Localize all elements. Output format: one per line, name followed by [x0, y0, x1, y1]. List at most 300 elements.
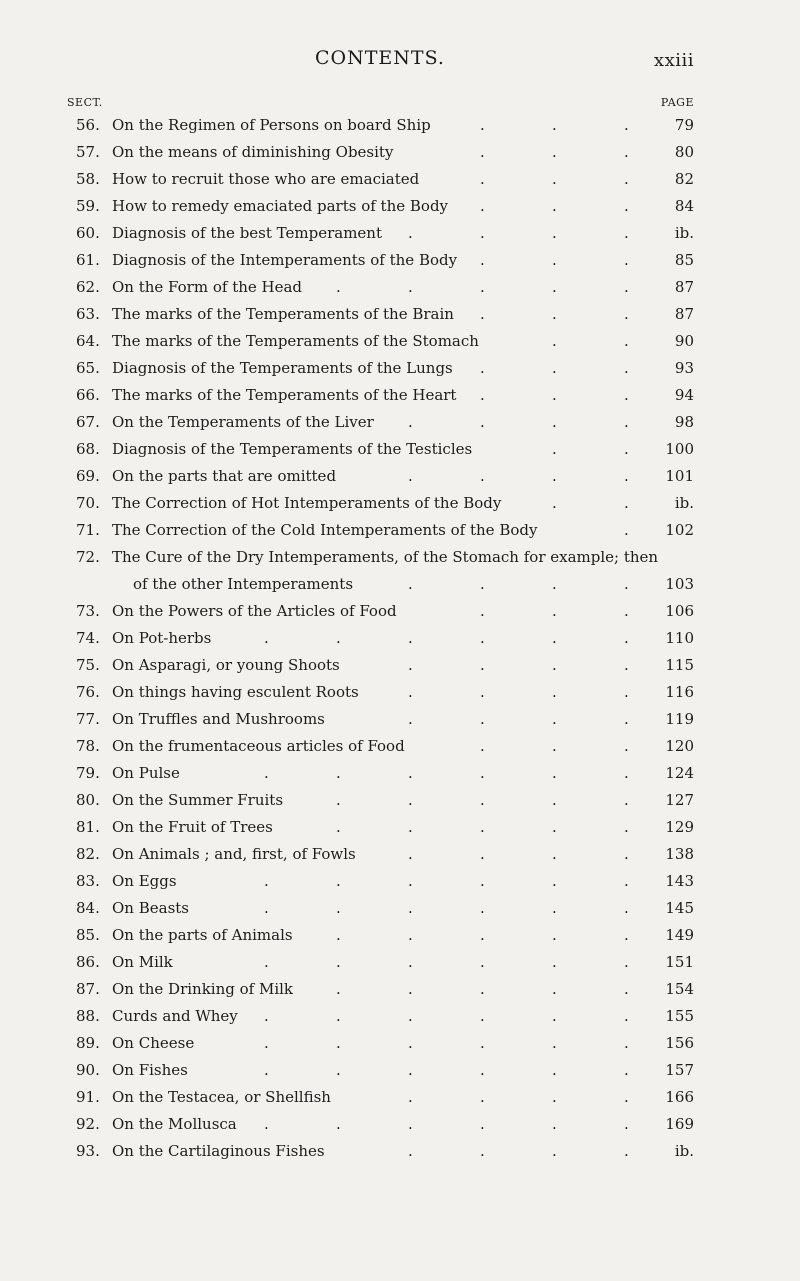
section-title: On the Mollusca — [112, 1115, 237, 1133]
leader-dot: . — [552, 1061, 557, 1079]
section-title: Curds and Whey — [112, 1007, 238, 1025]
section-title: of the other Intemperaments — [133, 575, 354, 593]
leader-dot: . — [480, 737, 485, 755]
leader-dot: . — [624, 683, 629, 701]
leader-dot: . — [480, 116, 485, 134]
leader-dot: . — [552, 332, 557, 350]
section-title: On Beasts — [112, 899, 189, 917]
leader-dot: . — [480, 413, 485, 431]
leader-dot: . — [480, 656, 485, 674]
leader-dot: . — [552, 1115, 557, 1133]
section-title: On the Regimen of Persons on board Ship — [112, 116, 431, 134]
leader-dot: . — [480, 845, 485, 863]
contents-entry — [0, 949, 800, 976]
leader-dot: . — [624, 494, 629, 512]
contents-entry — [0, 382, 800, 409]
leader-dot: . — [624, 170, 629, 188]
section-number: 86. — [76, 953, 100, 971]
leader-dot: . — [336, 818, 341, 836]
leader-dot: . — [552, 1142, 557, 1160]
section-number: 60. — [76, 224, 100, 242]
section-title: The marks of the Temperaments of the Stomach — [112, 332, 479, 350]
leader-dot: . — [408, 872, 413, 890]
contents-entry — [0, 706, 800, 733]
leader-dot: . — [624, 440, 629, 458]
section-page: 156 — [665, 1034, 694, 1052]
leader-dot: . — [408, 926, 413, 944]
leader-dot: . — [552, 899, 557, 917]
leader-dot: . — [480, 1034, 485, 1052]
leader-dot: . — [336, 980, 341, 998]
leader-dot: . — [336, 1007, 341, 1025]
contents-entry — [0, 301, 800, 328]
section-page: 101 — [665, 467, 694, 485]
leader-dot: . — [480, 899, 485, 917]
leader-dot: . — [408, 413, 413, 431]
section-number: 61. — [76, 251, 100, 269]
contents-entry — [0, 166, 800, 193]
leader-dot: . — [336, 1034, 341, 1052]
section-number: 65. — [76, 359, 100, 377]
contents-entry — [0, 544, 800, 571]
section-number: 59. — [76, 197, 100, 215]
section-title: On the Summer Fruits — [112, 791, 284, 809]
section-title: How to recruit those who are emaciated — [112, 170, 420, 188]
section-page: 115 — [665, 656, 694, 674]
leader-dot: . — [264, 1115, 269, 1133]
leader-dot: . — [408, 629, 413, 647]
leader-dot: . — [480, 359, 485, 377]
section-page: 103 — [665, 575, 694, 593]
leader-dot: . — [336, 791, 341, 809]
leader-dot: . — [480, 386, 485, 404]
section-number: 81. — [76, 818, 100, 836]
leader-dot: . — [264, 1061, 269, 1079]
contents-entry — [0, 436, 800, 463]
contents-entry — [0, 868, 800, 895]
leader-dot: . — [552, 629, 557, 647]
section-page: 80 — [674, 143, 694, 161]
leader-dot: . — [552, 1007, 557, 1025]
leader-dot: . — [264, 764, 269, 782]
contents-entry — [0, 1084, 800, 1111]
contents-entry — [0, 1003, 800, 1030]
section-page: 87 — [674, 278, 694, 296]
section-page: 151 — [665, 953, 694, 971]
section-page: 157 — [665, 1061, 694, 1079]
leader-dot: . — [552, 1034, 557, 1052]
contents-entry — [0, 598, 800, 625]
leader-dot: . — [264, 1034, 269, 1052]
section-title: The marks of the Temperaments of the Brain — [112, 305, 454, 323]
leader-dot: . — [624, 305, 629, 323]
leader-dot: . — [480, 467, 485, 485]
section-number: 71. — [76, 521, 100, 539]
section-page: 116 — [665, 683, 694, 701]
leader-dot: . — [624, 764, 629, 782]
contents-entry — [0, 976, 800, 1003]
leader-dot: . — [408, 1034, 413, 1052]
section-title: Diagnosis of the Temperaments of the Testicles — [112, 440, 473, 458]
section-page: 90 — [674, 332, 694, 350]
section-title: On Truffles and Mushrooms — [112, 710, 325, 728]
section-number: 63. — [76, 305, 100, 323]
section-title: On Milk — [112, 953, 173, 971]
contents-entry — [0, 787, 800, 814]
leader-dot: . — [408, 710, 413, 728]
section-title: On the Testacea, or Shellfish — [112, 1088, 331, 1106]
page-title: CONTENTS. — [315, 47, 445, 69]
leader-dot: . — [624, 737, 629, 755]
leader-dot: . — [552, 413, 557, 431]
section-number: 90. — [76, 1061, 100, 1079]
leader-dot: . — [336, 629, 341, 647]
leader-dot: . — [624, 521, 629, 539]
section-title: On Pulse — [112, 764, 180, 782]
leader-dot: . — [480, 1142, 485, 1160]
section-page: 98 — [674, 413, 694, 431]
leader-dot: . — [624, 197, 629, 215]
leader-dot: . — [624, 791, 629, 809]
contents-entry — [0, 193, 800, 220]
section-number: 82. — [76, 845, 100, 863]
leader-dot: . — [624, 953, 629, 971]
contents-entry — [0, 679, 800, 706]
section-title: On the Cartilaginous Fishes — [112, 1142, 325, 1160]
section-page: 84 — [674, 197, 694, 215]
section-title: The Cure of the Dry Intemperaments, of the Stomach for example; then — [112, 548, 659, 566]
section-page: 169 — [665, 1115, 694, 1133]
section-number: 72. — [76, 548, 100, 566]
page-number: xxiii — [653, 50, 694, 71]
leader-dot: . — [624, 845, 629, 863]
leader-dot: . — [480, 791, 485, 809]
section-title: On the parts of Animals — [112, 926, 293, 944]
section-number: 67. — [76, 413, 100, 431]
section-page: 87 — [674, 305, 694, 323]
section-title: How to remedy emaciated parts of the Body — [112, 197, 449, 215]
section-page: 119 — [665, 710, 694, 728]
section-title: On the means of diminishing Obesity — [112, 143, 394, 161]
leader-dot: . — [408, 683, 413, 701]
leader-dot: . — [552, 224, 557, 242]
section-title: On the Fruit of Trees — [112, 818, 273, 836]
leader-dot: . — [480, 1007, 485, 1025]
leader-dot: . — [552, 386, 557, 404]
contents-entry — [0, 571, 800, 598]
column-label-page: PAGE — [660, 96, 694, 109]
section-title: On Cheese — [112, 1034, 195, 1052]
leader-dot: . — [408, 224, 413, 242]
section-title: On the Powers of the Articles of Food — [112, 602, 397, 620]
leader-dot: . — [480, 764, 485, 782]
contents-entry — [0, 922, 800, 949]
leader-dot: . — [408, 980, 413, 998]
contents-list — [0, 112, 800, 1165]
section-number: 75. — [76, 656, 100, 674]
leader-dot: . — [552, 251, 557, 269]
section-number: 76. — [76, 683, 100, 701]
leader-dot: . — [552, 953, 557, 971]
contents-entry — [0, 625, 800, 652]
leader-dot: . — [624, 386, 629, 404]
section-number: 68. — [76, 440, 100, 458]
contents-entry — [0, 274, 800, 301]
section-number: 77. — [76, 710, 100, 728]
leader-dot: . — [408, 467, 413, 485]
leader-dot: . — [624, 359, 629, 377]
section-number: 85. — [76, 926, 100, 944]
leader-dot: . — [624, 1034, 629, 1052]
leader-dot: . — [624, 656, 629, 674]
section-page: 166 — [665, 1088, 694, 1106]
section-title: On Eggs — [112, 872, 177, 890]
section-number: 93. — [76, 1142, 100, 1160]
section-page: ib. — [674, 494, 694, 512]
contents-entry — [0, 355, 800, 382]
section-page: 154 — [665, 980, 694, 998]
leader-dot: . — [480, 1061, 485, 1079]
leader-dot: . — [408, 278, 413, 296]
leader-dot: . — [552, 926, 557, 944]
leader-dot: . — [552, 197, 557, 215]
leader-dot: . — [624, 332, 629, 350]
leader-dot: . — [264, 1007, 269, 1025]
leader-dot: . — [408, 1088, 413, 1106]
section-number: 80. — [76, 791, 100, 809]
leader-dot: . — [552, 305, 557, 323]
leader-dot: . — [624, 1115, 629, 1133]
section-page: ib. — [674, 1142, 694, 1160]
section-number: 74. — [76, 629, 100, 647]
leader-dot: . — [552, 359, 557, 377]
leader-dot: . — [624, 818, 629, 836]
section-title: On Asparagi, or young Shoots — [112, 656, 340, 674]
leader-dot: . — [552, 170, 557, 188]
leader-dot: . — [336, 1061, 341, 1079]
section-number: 84. — [76, 899, 100, 917]
section-title: On the parts that are omitted — [112, 467, 337, 485]
leader-dot: . — [480, 251, 485, 269]
leader-dot: . — [624, 116, 629, 134]
section-page: 94 — [674, 386, 694, 404]
contents-entry — [0, 760, 800, 787]
section-number: 83. — [76, 872, 100, 890]
contents-entry — [0, 220, 800, 247]
leader-dot: . — [480, 305, 485, 323]
leader-dot: . — [264, 629, 269, 647]
section-page: 155 — [665, 1007, 694, 1025]
section-title: Diagnosis of the Temperaments of the Lungs — [112, 359, 453, 377]
section-title: On things having esculent Roots — [112, 683, 359, 701]
section-page: 127 — [665, 791, 694, 809]
leader-dot: . — [480, 197, 485, 215]
contents-entry — [0, 139, 800, 166]
leader-dot: . — [552, 764, 557, 782]
leader-dot: . — [336, 872, 341, 890]
section-number: 62. — [76, 278, 100, 296]
leader-dot: . — [552, 980, 557, 998]
section-number: 56. — [76, 116, 100, 134]
leader-dot: . — [624, 602, 629, 620]
section-number: 57. — [76, 143, 100, 161]
section-number: 58. — [76, 170, 100, 188]
section-page: 110 — [665, 629, 694, 647]
contents-entry — [0, 409, 800, 436]
section-title: The marks of the Temperaments of the Heart — [112, 386, 457, 404]
section-page: 149 — [665, 926, 694, 944]
leader-dot: . — [552, 143, 557, 161]
section-title: On Fishes — [112, 1061, 188, 1079]
section-number: 87. — [76, 980, 100, 998]
leader-dot: . — [336, 764, 341, 782]
leader-dot: . — [408, 575, 413, 593]
contents-entry — [0, 112, 800, 139]
leader-dot: . — [408, 1142, 413, 1160]
leader-dot: . — [480, 926, 485, 944]
contents-entry — [0, 247, 800, 274]
leader-dot: . — [480, 170, 485, 188]
leader-dot: . — [408, 1061, 413, 1079]
section-page: 129 — [665, 818, 694, 836]
section-page: 124 — [665, 764, 694, 782]
leader-dot: . — [336, 899, 341, 917]
leader-dot: . — [624, 980, 629, 998]
leader-dot: . — [624, 1142, 629, 1160]
section-title: On the Form of the Head — [112, 278, 303, 296]
section-number: 79. — [76, 764, 100, 782]
contents-entry — [0, 1030, 800, 1057]
leader-dot: . — [408, 791, 413, 809]
leader-dot: . — [408, 1007, 413, 1025]
leader-dot: . — [552, 818, 557, 836]
leader-dot: . — [552, 791, 557, 809]
leader-dot: . — [552, 683, 557, 701]
leader-dot: . — [624, 1088, 629, 1106]
section-number: 70. — [76, 494, 100, 512]
leader-dot: . — [480, 575, 485, 593]
section-page: 145 — [665, 899, 694, 917]
section-title: Diagnosis of the best Temperament — [112, 224, 382, 242]
leader-dot: . — [408, 845, 413, 863]
leader-dot: . — [408, 899, 413, 917]
leader-dot: . — [264, 953, 269, 971]
leader-dot: . — [480, 980, 485, 998]
contents-entry — [0, 517, 800, 544]
leader-dot: . — [624, 467, 629, 485]
leader-dot: . — [552, 872, 557, 890]
leader-dot: . — [480, 1115, 485, 1133]
section-page: 100 — [665, 440, 694, 458]
contents-entry — [0, 841, 800, 868]
leader-dot: . — [552, 1088, 557, 1106]
leader-dot: . — [624, 251, 629, 269]
section-title: On Animals ; and, first, of Fowls — [112, 845, 356, 863]
leader-dot: . — [624, 926, 629, 944]
leader-dot: . — [624, 1061, 629, 1079]
leader-dot: . — [264, 872, 269, 890]
leader-dot: . — [624, 278, 629, 296]
leader-dot: . — [624, 899, 629, 917]
leader-dot: . — [480, 872, 485, 890]
leader-dot: . — [624, 710, 629, 728]
leader-dot: . — [480, 683, 485, 701]
leader-dot: . — [624, 872, 629, 890]
leader-dot: . — [552, 440, 557, 458]
contents-entry — [0, 895, 800, 922]
section-title: Diagnosis of the Intemperaments of the Body — [112, 251, 458, 269]
leader-dot: . — [624, 413, 629, 431]
leader-dot: . — [624, 1007, 629, 1025]
contents-entry — [0, 652, 800, 679]
section-page: 106 — [665, 602, 694, 620]
leader-dot: . — [336, 926, 341, 944]
leader-dot: . — [408, 656, 413, 674]
leader-dot: . — [552, 602, 557, 620]
section-page: 82 — [674, 170, 694, 188]
section-page: 120 — [665, 737, 694, 755]
section-title: On the Temperaments of the Liver — [112, 413, 374, 431]
section-title: On the Drinking of Milk — [112, 980, 294, 998]
section-number: 64. — [76, 332, 100, 350]
section-page: 93 — [674, 359, 694, 377]
leader-dot: . — [480, 818, 485, 836]
leader-dot: . — [480, 278, 485, 296]
contents-entry — [0, 463, 800, 490]
leader-dot: . — [552, 710, 557, 728]
leader-dot: . — [552, 845, 557, 863]
leader-dot: . — [552, 278, 557, 296]
section-number: 73. — [76, 602, 100, 620]
leader-dot: . — [480, 629, 485, 647]
leader-dot: . — [264, 899, 269, 917]
section-title: On Pot-herbs — [112, 629, 212, 647]
leader-dot: . — [408, 764, 413, 782]
leader-dot: . — [552, 575, 557, 593]
leader-dot: . — [480, 710, 485, 728]
leader-dot: . — [552, 494, 557, 512]
contents-entry — [0, 1138, 800, 1165]
section-page: 143 — [665, 872, 694, 890]
leader-dot: . — [336, 1115, 341, 1133]
leader-dot: . — [624, 224, 629, 242]
section-page: 102 — [665, 521, 694, 539]
leader-dot: . — [408, 1115, 413, 1133]
section-number: 92. — [76, 1115, 100, 1133]
leader-dot: . — [408, 818, 413, 836]
leader-dot: . — [336, 953, 341, 971]
column-label-sect: SECT. — [67, 96, 103, 109]
leader-dot: . — [480, 143, 485, 161]
leader-dot: . — [552, 656, 557, 674]
contents-entry — [0, 490, 800, 517]
contents-entry — [0, 733, 800, 760]
contents-entry — [0, 328, 800, 355]
contents-entry — [0, 1111, 800, 1138]
section-page: 79 — [674, 116, 694, 134]
section-title: On the frumentaceous articles of Food — [112, 737, 405, 755]
section-number: 69. — [76, 467, 100, 485]
leader-dot: . — [480, 1088, 485, 1106]
section-page: ib. — [674, 224, 694, 242]
leader-dot: . — [624, 575, 629, 593]
leader-dot: . — [624, 629, 629, 647]
leader-dot: . — [408, 953, 413, 971]
contents-entry — [0, 814, 800, 841]
section-number: 78. — [76, 737, 100, 755]
section-page: 138 — [665, 845, 694, 863]
leader-dot: . — [552, 116, 557, 134]
